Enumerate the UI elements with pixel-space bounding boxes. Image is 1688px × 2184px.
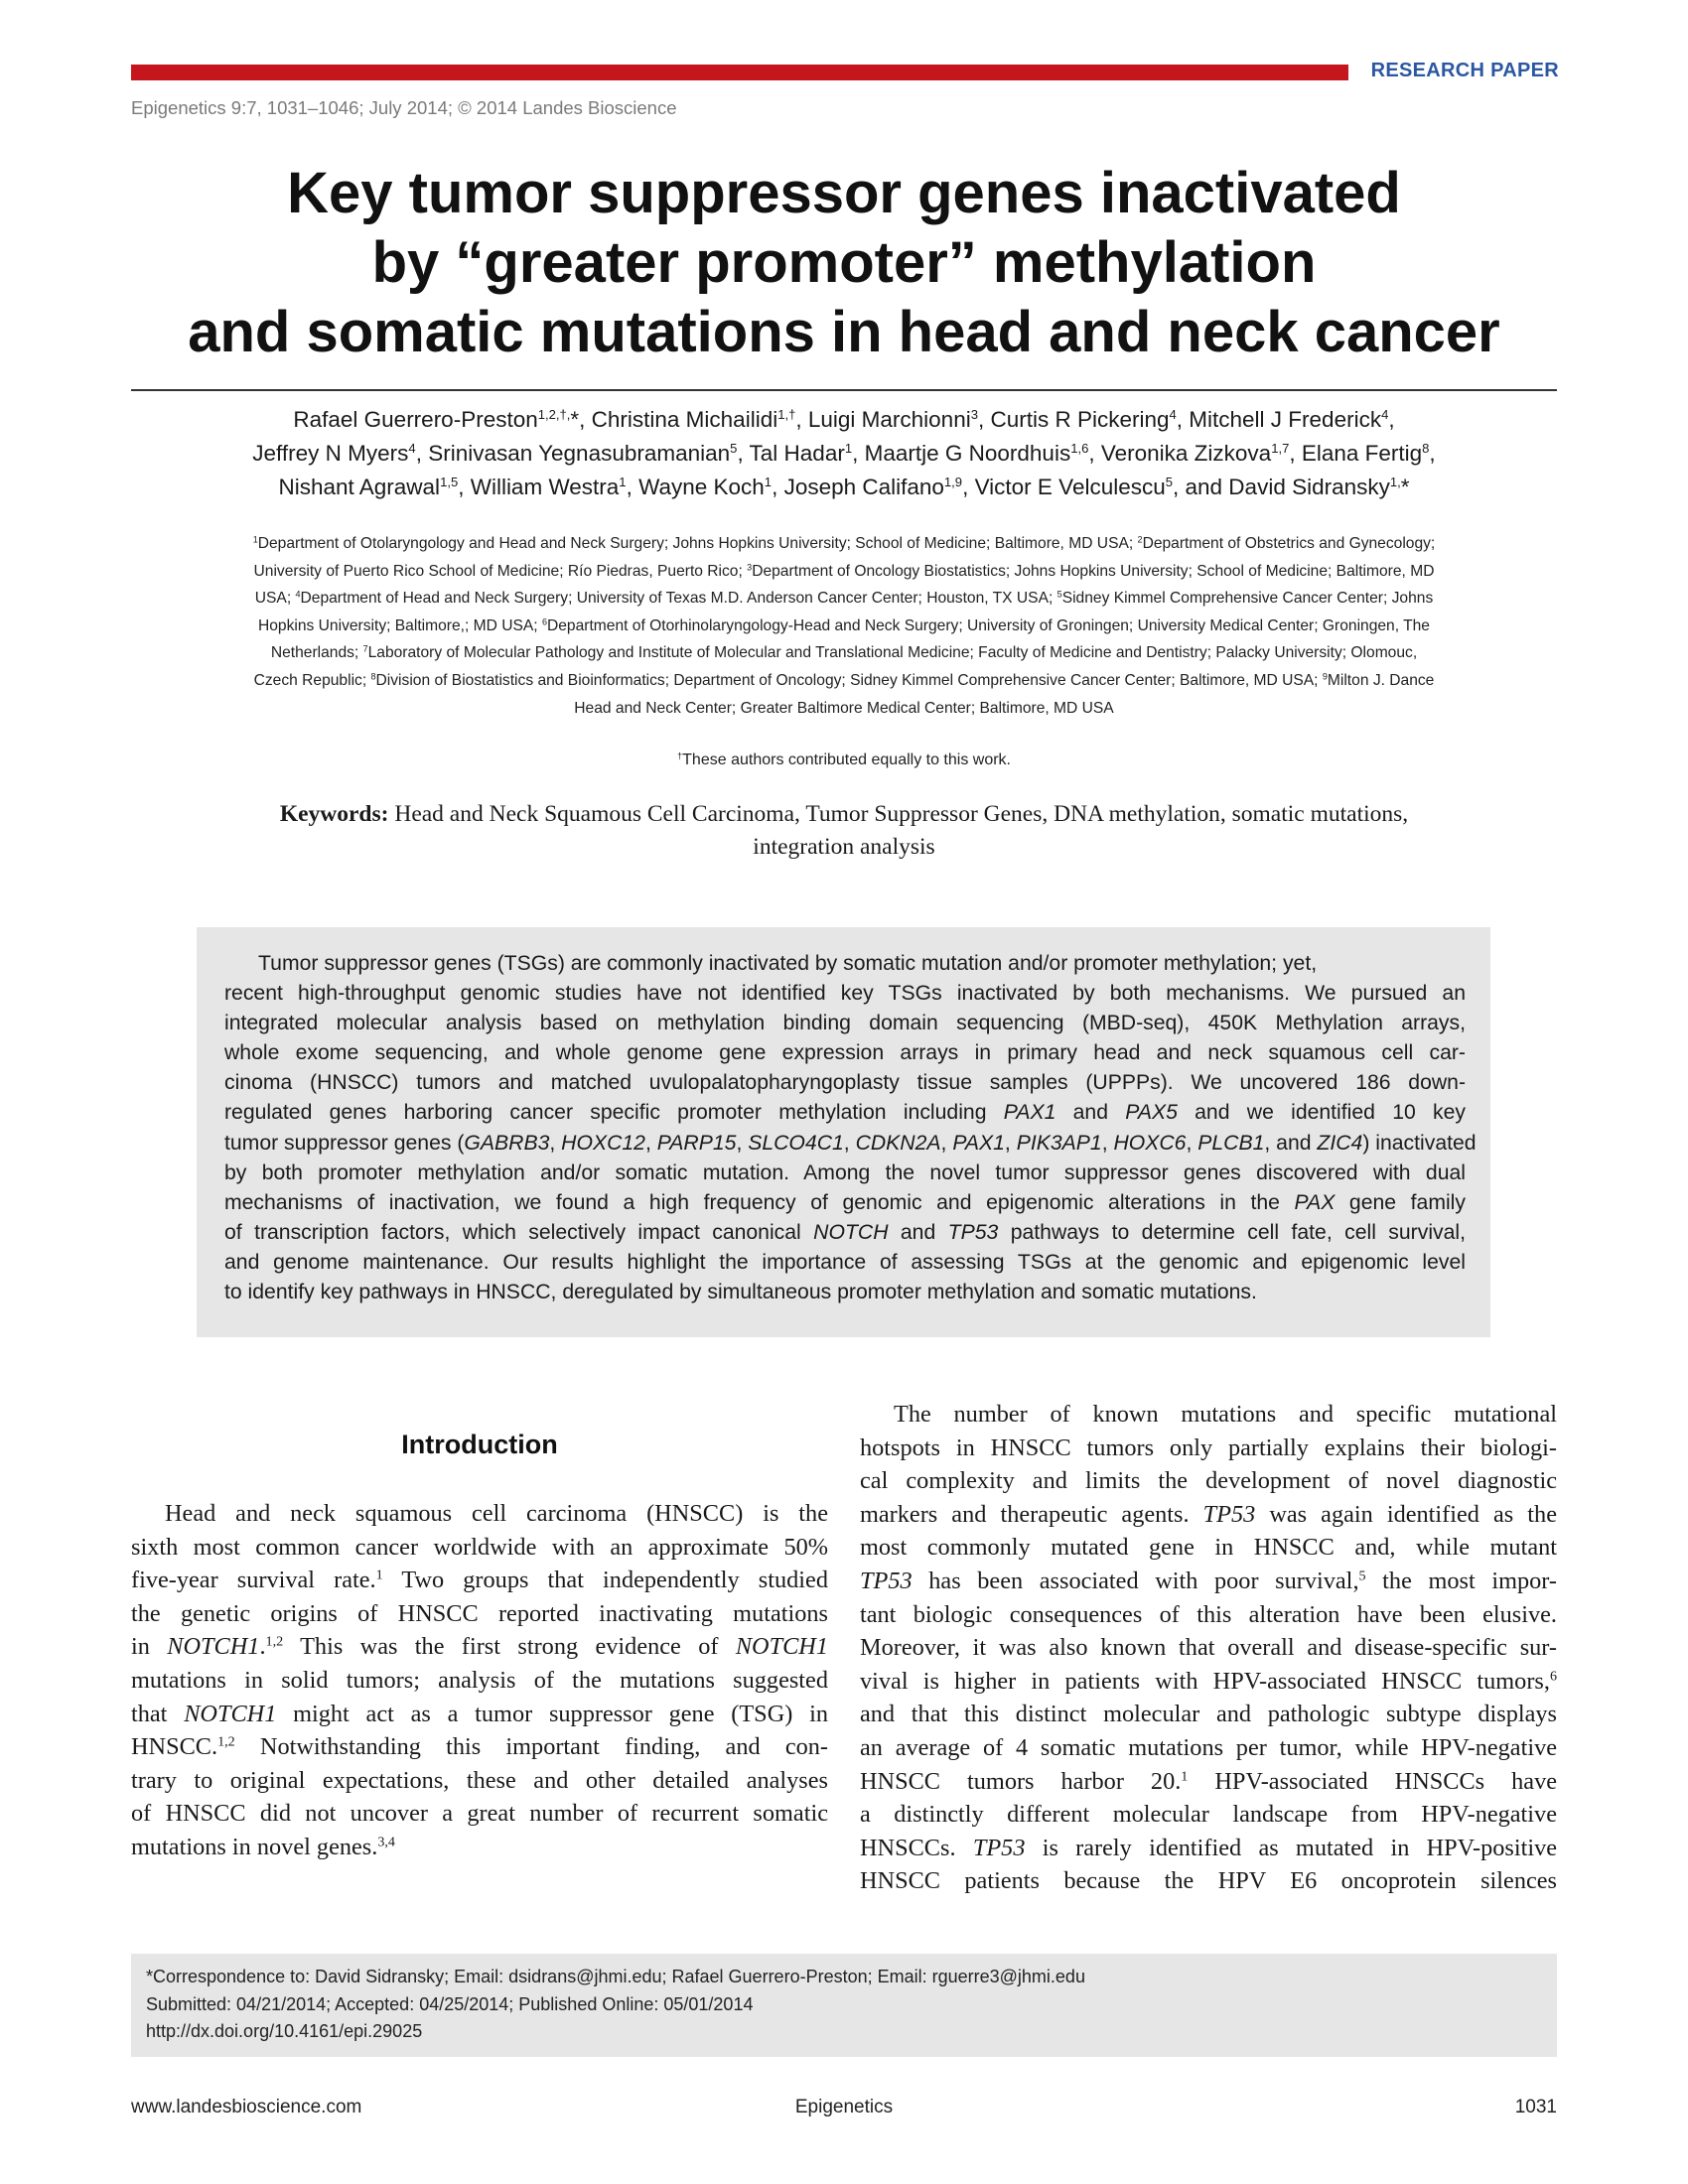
abstract-line: integrated molecular analysis based on methylation binding domain sequencing (MBD-seq), 450K Methylation arrays, xyxy=(224,1012,1466,1035)
affiliation-line: $^1$Department of Otolaryngology and Head and Neck Surgery; Johns Hopkins University; School of Medicine; Baltimore, MD USA; $^2$Department of Obstetrics and Gynecology; xyxy=(252,534,1436,552)
author-line: Nishant Agrawal$^{1,5}$, William Westra$^1$, Wayne Koch$^1$, Joseph Califano$^{1,9}$, Victor E Velculescu$^5$, and David Sidransky$^{1,}$* xyxy=(278,475,1410,499)
correspondence-text xyxy=(146,1964,1536,2046)
journal-citation: Epigenetics 9:7, 1031–1046; July 2014; © 2014 Landes Bioscience xyxy=(131,97,677,118)
author-line: Rafael Guerrero-Preston$^{1,2,\dagger,}$*, Christina Michailidi$^{1,\dagger}$, Luigi Marchionni$^3$, Curtis R Pickering$^4$, Mitchell J Frederick$^4$, xyxy=(293,407,1395,432)
keywords-text: Head and Neck Squamous Cell Carcinoma, Tumor Suppressor Genes, DNA methylation, somatic mutations, xyxy=(394,801,1409,827)
body-line: tant biologic consequences of this alteration have been elusive. xyxy=(860,1600,1557,1628)
body-line: mutations in solid tumors; analysis of the mutations suggested xyxy=(131,1666,828,1694)
body-line: Moreover, it was also known that overall and disease-specific sur- xyxy=(860,1634,1557,1662)
abstract-line: regulated genes harboring cancer specific promoter methylation including PAX1 and PAX5 and we identified 10 key xyxy=(224,1101,1467,1125)
footer-page-number: 1031 xyxy=(1514,2097,1557,2117)
affiliation-line: Netherlands; $^7$Laboratory of Molecular Pathology and Institute of Molecular and Translational Medicine; Faculty of Medicine and Dentistry; Palacky University; Olomouc, xyxy=(270,643,1418,662)
body-line: markers and therapeutic agents. TP53 was again identified as the xyxy=(860,1500,1557,1528)
body-line: Head and neck squamous cell carcinoma (HNSCC) is the xyxy=(165,1500,828,1527)
correspondence-line: Submitted: 04/21/2014; Accepted: 04/25/2014; Published Online: 05/01/2014 xyxy=(146,1993,754,2014)
body-line: sixth most common cancer worldwide with an approximate 50% xyxy=(131,1533,828,1561)
author-list xyxy=(131,403,1557,504)
body-line: TP53 has been associated with poor survival,$^5$ the most impor- xyxy=(860,1567,1557,1594)
abstract-line: of transcription factors, which selectively impact canonical NOTCH and TP53 pathways to determine cell fate, cell survival, xyxy=(224,1220,1467,1244)
body-line: most commonly mutated gene in HNSCC and, while mutant xyxy=(860,1534,1557,1562)
abstract-text xyxy=(224,949,1477,1307)
body-line: five-year survival rate.$^1$ Two groups that independently studied xyxy=(131,1567,828,1594)
body-line: vival is higher in patients with HPV-associated HNSCC tumors,$^6$ xyxy=(860,1667,1557,1695)
body-line: a distinctly different molecular landscape from HPV-negative xyxy=(860,1801,1557,1829)
author-line: Jeffrey N Myers$^4$, Srinivasan Yegnasubramanian$^5$, Tal Hadar$^1$, Maartje G Noordhuis$^{1,6}$, Veronika Zizkova$^{1,7}$, Elana Fertig$^8$, xyxy=(252,441,1436,466)
affiliations xyxy=(131,530,1557,722)
affiliation-line: USA; $^4$Department of Head and Neck Surgery; University of Texas M.D. Anderson Cancer Center; Houston, TX USA; $^5$Sidney Kimmel Comprehensive Cancer Center; Johns xyxy=(254,589,1434,608)
section-heading-introduction: Introduction xyxy=(401,1430,558,1459)
body-line: cal complexity and limits the development of novel diagnostic xyxy=(860,1467,1557,1495)
abstract-line: and genome maintenance. Our results highlight the importance of assessing TSGs at the genomic and epigenomic level xyxy=(224,1250,1466,1274)
body-column-right xyxy=(860,1398,1557,1898)
body-line: hotspots in HNSCC tumors only partially explains their biologi- xyxy=(860,1433,1557,1461)
affiliation-line: Head and Neck Center; Greater Baltimore Medical Center; Baltimore, MD USA xyxy=(574,699,1114,717)
keywords-line xyxy=(131,798,1557,831)
keywords-label: Keywords: xyxy=(279,801,389,827)
affiliation-line: Hopkins University; Baltimore,; MD USA; $^6$Department of Otorhinolaryngology-Head and Neck Surgery; University of Groningen; University Medical Center; Groningen, The xyxy=(258,616,1430,634)
correspondence-line: *Correspondence to: David Sidransky; Email: dsidrans@jhmi.edu; Rafael Guerrero-Preston; Email: rguerre3@jhmi.edu xyxy=(146,1967,1085,1986)
article-title xyxy=(131,159,1557,367)
abstract-line: whole exome sequencing, and whole genome gene expression arrays in primary head and neck squamous cell car- xyxy=(224,1041,1466,1065)
abstract-line: to identify key pathways in HNSCC, deregulated by simultaneous promoter methylation and somatic mutations. xyxy=(224,1281,1257,1304)
body-line: that NOTCH1 might act as a tumor suppressor gene (TSG) in xyxy=(131,1700,828,1727)
body-line: mutations in novel genes.$^{3,4}$ xyxy=(131,1833,395,1860)
header-accent-bar xyxy=(131,65,1348,80)
body-line: the genetic origins of HNSCC reported inactivating mutations xyxy=(131,1599,828,1627)
body-line: and that this distinct molecular and pathologic subtype displays xyxy=(860,1701,1557,1728)
title-line: Key tumor suppressor genes inactivated xyxy=(287,161,1401,225)
equal-contribution-note: †These authors contributed equally to this work. xyxy=(677,751,1011,768)
abstract-line: mechanisms of inactivation, we found a high frequency of genomic and epigenomic alterations in the PAX gene family xyxy=(224,1190,1466,1214)
body-column-left xyxy=(131,1497,828,1864)
paper-type-label: RESEARCH PAPER xyxy=(1370,60,1559,81)
body-line: HNSCC.$^{1,2}$ Notwithstanding this important finding, and con- xyxy=(131,1733,828,1761)
body-line: The number of known mutations and specific mutational xyxy=(894,1401,1557,1428)
doi-link[interactable]: http://dx.doi.org/10.4161/epi.29025 xyxy=(146,2021,423,2041)
footer-website-link[interactable]: www.landesbioscience.com xyxy=(131,2097,362,2117)
affiliation-line: Czech Republic; $^8$Division of Biostatistics and Bioinformatics; Department of Oncology; Sidney Kimmel Comprehensive Cancer Center; Baltimore, MD USA; $^9$Milton J. Dance xyxy=(253,671,1435,689)
body-line: of HNSCC did not uncover a great number of recurrent somatic xyxy=(131,1800,828,1828)
body-line: HNSCCs. TP53 is rarely identified as mutated in HPV-positive xyxy=(860,1834,1557,1861)
body-line: HNSCC tumors harbor 20.$^1$ HPV-associated HNSCCs have xyxy=(860,1767,1557,1795)
abstract-line: recent high-throughput genomic studies have not identified key TSGs inactivated by both mechanisms. We pursued an xyxy=(224,982,1466,1006)
keywords-line: integration analysis xyxy=(753,834,935,860)
body-line: HNSCC patients because the HPV E6 oncoprotein silences xyxy=(860,1867,1557,1895)
body-line: trary to original expectations, these and other detailed analyses xyxy=(131,1766,828,1794)
affiliation-line: University of Puerto Rico School of Medicine; Río Piedras, Puerto Rico; $^3$Department of Oncology Biostatistics; Johns Hopkins University; School of Medicine; Baltimore, MD xyxy=(253,562,1435,580)
abstract-line: cinoma (HNSCC) tumors and matched uvulopalatopharyngoplasty tissue samples (UPPPs). We uncovered 186 down- xyxy=(224,1071,1466,1095)
abstract-line: tumor suppressor genes (GABRB3, HOXC12, PARP15, SLCO4C1, CDKN2A, PAX1, PIK3AP1, HOXC6, PLCB1, and ZIC4) inactivated xyxy=(224,1131,1477,1155)
footer-journal-name: Epigenetics xyxy=(794,2097,894,2117)
body-line: in NOTCH1.$^{1,2}$ This was the first strong evidence of NOTCH1 xyxy=(131,1633,828,1661)
keywords xyxy=(131,798,1557,864)
abstract-line: by both promoter methylation and/or somatic mutation. Among the novel tumor suppressor genes discovered with dual xyxy=(224,1160,1466,1184)
body-line: an average of 4 somatic mutations per tumor, while HPV-negative xyxy=(860,1733,1557,1761)
title-line: and somatic mutations in head and neck cancer xyxy=(188,300,1500,364)
title-divider xyxy=(131,389,1557,391)
abstract-line: Tumor suppressor genes (TSGs) are commonly inactivated by somatic mutation and/or promoter methylation; yet, xyxy=(258,952,1318,975)
title-line: by “greater promoter” methylation xyxy=(371,230,1317,295)
